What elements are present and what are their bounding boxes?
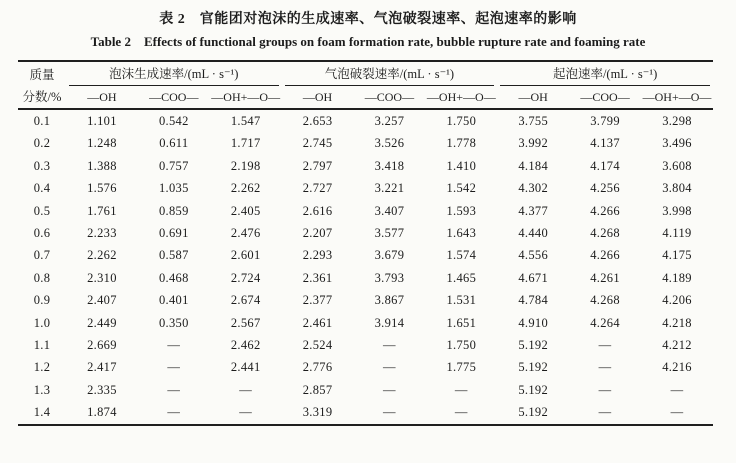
- table-caption-en: Table 2 Effects of functional groups on foam formation rate, bubble rupture rate and foaming rate: [90, 34, 646, 49]
- cell-value: 2.262: [87, 248, 117, 263]
- table-row: [18, 177, 713, 199]
- cell-value: 1.750: [446, 338, 477, 353]
- cell-value: 4.266: [590, 203, 620, 218]
- table-row: [18, 222, 713, 244]
- cell-value: 2.776: [302, 360, 333, 375]
- cell-value: 3.804: [662, 181, 692, 196]
- cell-value: 3.496: [662, 136, 692, 151]
- cell-value: 3.526: [374, 136, 405, 151]
- cell-value: 4.206: [662, 293, 692, 308]
- cell-value: 2.653: [302, 114, 333, 128]
- cell-mass-fraction: 1.1: [33, 338, 51, 353]
- cell-value: 2.601: [230, 248, 261, 263]
- cell-value: 0.468: [159, 270, 189, 285]
- cell-value: 1.410: [446, 158, 477, 173]
- group-header-row: [18, 61, 713, 86]
- cell-value: 3.319: [302, 405, 333, 420]
- table-row: [18, 334, 713, 356]
- cell-value: 0.542: [159, 114, 189, 128]
- cell-value: —: [383, 382, 396, 397]
- cell-value: 3.799: [590, 114, 620, 128]
- cell-value: —: [167, 405, 181, 420]
- table-caption-zh: 表 2 官能团对泡沫的生成速率、气泡破裂速率、起泡速率的影响: [159, 12, 577, 27]
- cell-value: —: [670, 405, 684, 420]
- cell-mass-fraction: 0.9: [33, 293, 51, 308]
- cell-value: 0.401: [159, 293, 189, 308]
- cell-value: 3.577: [374, 226, 405, 241]
- table-row: [18, 289, 713, 311]
- cell-value: —: [167, 360, 181, 375]
- cell-mass-fraction: 1.3: [33, 382, 51, 397]
- cell-value: 1.035: [159, 181, 189, 196]
- cell-value: 4.189: [662, 270, 692, 285]
- cell-value: 1.576: [87, 181, 117, 196]
- cell-value: 4.671: [518, 270, 548, 285]
- cell-value: 4.910: [518, 315, 548, 330]
- cell-value: 4.216: [662, 360, 692, 375]
- cell-mass-fraction: 0.1: [33, 114, 51, 128]
- cell-value: 4.556: [518, 248, 548, 263]
- cell-mass-fraction: 0.3: [33, 158, 51, 173]
- cell-value: 2.616: [302, 203, 333, 218]
- cell-value: 2.797: [302, 158, 333, 173]
- cell-value: 1.874: [87, 405, 117, 420]
- header-mass-fraction-line1: 质量: [29, 67, 55, 82]
- cell-value: —: [454, 405, 468, 420]
- cell-value: 4.264: [590, 315, 620, 330]
- cell-value: 2.441: [230, 360, 261, 375]
- table-row: [18, 267, 713, 289]
- cell-value: 5.192: [518, 338, 548, 353]
- effects-table: [18, 60, 713, 426]
- cell-value: 2.669: [87, 338, 117, 353]
- cell-mass-fraction: 0.7: [33, 248, 51, 263]
- cell-value: —: [454, 382, 468, 397]
- cell-value: 4.302: [518, 181, 548, 196]
- cell-value: 0.587: [159, 248, 189, 263]
- cell-value: 3.298: [662, 114, 692, 128]
- cell-value: 1.248: [87, 136, 117, 151]
- cell-value: 3.221: [374, 181, 405, 196]
- cell-value: 1.547: [230, 114, 261, 128]
- table-row: [18, 132, 713, 154]
- cell-value: 4.266: [590, 248, 620, 263]
- cell-mass-fraction: 0.4: [33, 181, 51, 196]
- cell-value: 1.651: [446, 315, 477, 330]
- table-row: [18, 356, 713, 378]
- header-group-bubble-rupture-rate: 气泡破裂速率/(mL · s⁻¹): [282, 61, 498, 86]
- cell-value: 3.914: [374, 315, 405, 330]
- cell-value: 3.407: [374, 203, 405, 218]
- cell-value: 2.233: [87, 226, 117, 241]
- cell-value: 4.212: [662, 338, 692, 353]
- cell-value: 4.184: [518, 158, 548, 173]
- cell-value: 2.567: [230, 315, 261, 330]
- cell-value: 3.418: [374, 158, 405, 173]
- cell-mass-fraction: 0.2: [33, 136, 51, 151]
- table-row: [18, 312, 713, 334]
- cell-value: 4.261: [590, 270, 620, 285]
- cell-value: 5.192: [518, 382, 548, 397]
- cell-value: 0.859: [159, 203, 189, 218]
- cell-value: 2.857: [302, 382, 333, 397]
- cell-value: 2.335: [87, 382, 117, 397]
- cell-value: —: [598, 382, 612, 397]
- header-subcol-oh-o: —OH+—O—: [641, 86, 713, 109]
- header-subcol-coo: —COO—: [569, 86, 641, 109]
- cell-value: 2.745: [302, 136, 333, 151]
- cell-value: —: [598, 405, 612, 420]
- cell-value: 1.761: [87, 203, 117, 218]
- header-subcol-coo: —COO—: [138, 86, 210, 109]
- cell-value: —: [670, 382, 684, 397]
- paper-page: [0, 8, 736, 463]
- cell-value: 2.198: [230, 158, 261, 173]
- cell-mass-fraction: 1.0: [33, 315, 51, 330]
- table-row: [18, 379, 713, 401]
- cell-value: 2.377: [302, 293, 333, 308]
- cell-value: —: [598, 360, 612, 375]
- header-subcol-coo: —COO—: [354, 86, 426, 109]
- cell-value: 2.449: [87, 315, 117, 330]
- cell-value: 0.350: [159, 315, 189, 330]
- cell-value: 3.992: [518, 136, 548, 151]
- cell-value: 4.440: [518, 226, 548, 241]
- cell-value: 2.462: [230, 338, 261, 353]
- cell-mass-fraction: 0.6: [33, 226, 51, 241]
- header-subcol-oh: —OH: [497, 86, 569, 109]
- cell-value: 4.119: [662, 226, 692, 241]
- cell-value: 4.268: [590, 293, 620, 308]
- cell-mass-fraction: 0.5: [33, 203, 51, 218]
- table-row: [18, 200, 713, 222]
- cell-value: —: [239, 382, 253, 397]
- cell-value: 4.175: [662, 248, 692, 263]
- cell-value: 2.405: [230, 203, 261, 218]
- cell-value: 3.679: [374, 248, 405, 263]
- cell-value: 3.867: [374, 293, 405, 308]
- cell-value: 1.101: [87, 114, 117, 128]
- header-group-foam-formation-rate: 泡沫生成速率/(mL · s⁻¹): [66, 61, 282, 86]
- cell-value: 5.192: [518, 360, 548, 375]
- cell-value: 2.407: [87, 293, 117, 308]
- table-row: [18, 244, 713, 266]
- cell-value: 1.717: [230, 136, 261, 151]
- cell-value: 3.755: [518, 114, 548, 128]
- cell-value: 1.643: [446, 226, 477, 241]
- table-row: [18, 109, 713, 132]
- cell-value: 4.174: [590, 158, 620, 173]
- cell-value: —: [383, 360, 396, 375]
- cell-value: 1.465: [446, 270, 477, 285]
- cell-value: 2.262: [230, 181, 261, 196]
- cell-value: —: [167, 338, 181, 353]
- cell-value: 2.476: [230, 226, 261, 241]
- cell-value: 1.593: [446, 203, 477, 218]
- cell-value: 2.361: [302, 270, 333, 285]
- cell-value: 1.542: [446, 181, 477, 196]
- cell-value: 1.531: [446, 293, 477, 308]
- cell-value: 1.388: [87, 158, 117, 173]
- cell-value: 1.750: [446, 114, 477, 128]
- cell-value: 1.574: [446, 248, 477, 263]
- header-subcol-oh: —OH: [66, 86, 138, 109]
- table-row: [18, 401, 713, 424]
- cell-value: 1.775: [446, 360, 477, 375]
- cell-value: 4.218: [662, 315, 692, 330]
- sub-header-row: [18, 86, 713, 109]
- cell-value: —: [598, 338, 612, 353]
- cell-value: 4.784: [518, 293, 548, 308]
- header-group-foaming-rate: 起泡速率/(mL · s⁻¹): [497, 61, 713, 86]
- cell-value: 2.293: [302, 248, 333, 263]
- cell-value: 1.778: [446, 136, 477, 151]
- header-subcol-oh-o: —OH+—O—: [210, 86, 282, 109]
- cell-mass-fraction: 0.8: [33, 270, 51, 285]
- cell-value: 3.998: [662, 203, 692, 218]
- cell-value: 0.691: [159, 226, 189, 241]
- cell-value: —: [239, 405, 253, 420]
- cell-value: 4.268: [590, 226, 620, 241]
- cell-mass-fraction: 1.4: [33, 405, 51, 420]
- table-row: [18, 155, 713, 177]
- cell-value: 2.674: [230, 293, 261, 308]
- header-mass-fraction-line2: 分数/%: [22, 89, 62, 104]
- cell-value: 0.611: [159, 136, 189, 151]
- header-subcol-oh: —OH: [282, 86, 354, 109]
- cell-value: 4.137: [590, 136, 620, 151]
- cell-value: 2.461: [302, 315, 333, 330]
- cell-value: 2.524: [302, 338, 333, 353]
- cell-value: —: [383, 338, 396, 353]
- cell-value: 2.417: [87, 360, 117, 375]
- cell-value: 3.793: [374, 270, 405, 285]
- cell-value: —: [167, 382, 181, 397]
- cell-value: —: [383, 405, 396, 420]
- cell-value: 2.727: [302, 181, 333, 196]
- cell-value: 4.256: [590, 181, 620, 196]
- cell-value: 0.757: [159, 158, 189, 173]
- cell-value: 3.608: [662, 158, 692, 173]
- cell-mass-fraction: 1.2: [33, 360, 51, 375]
- table-body: [18, 109, 713, 425]
- header-subcol-oh-o: —OH+—O—: [425, 86, 497, 109]
- cell-value: 5.192: [518, 405, 548, 420]
- cell-value: 4.377: [518, 203, 548, 218]
- cell-value: 2.310: [87, 270, 117, 285]
- cell-value: 2.724: [230, 270, 261, 285]
- cell-value: 3.257: [374, 114, 405, 128]
- cell-value: 2.207: [302, 226, 333, 241]
- header-mass-fraction: [18, 61, 66, 109]
